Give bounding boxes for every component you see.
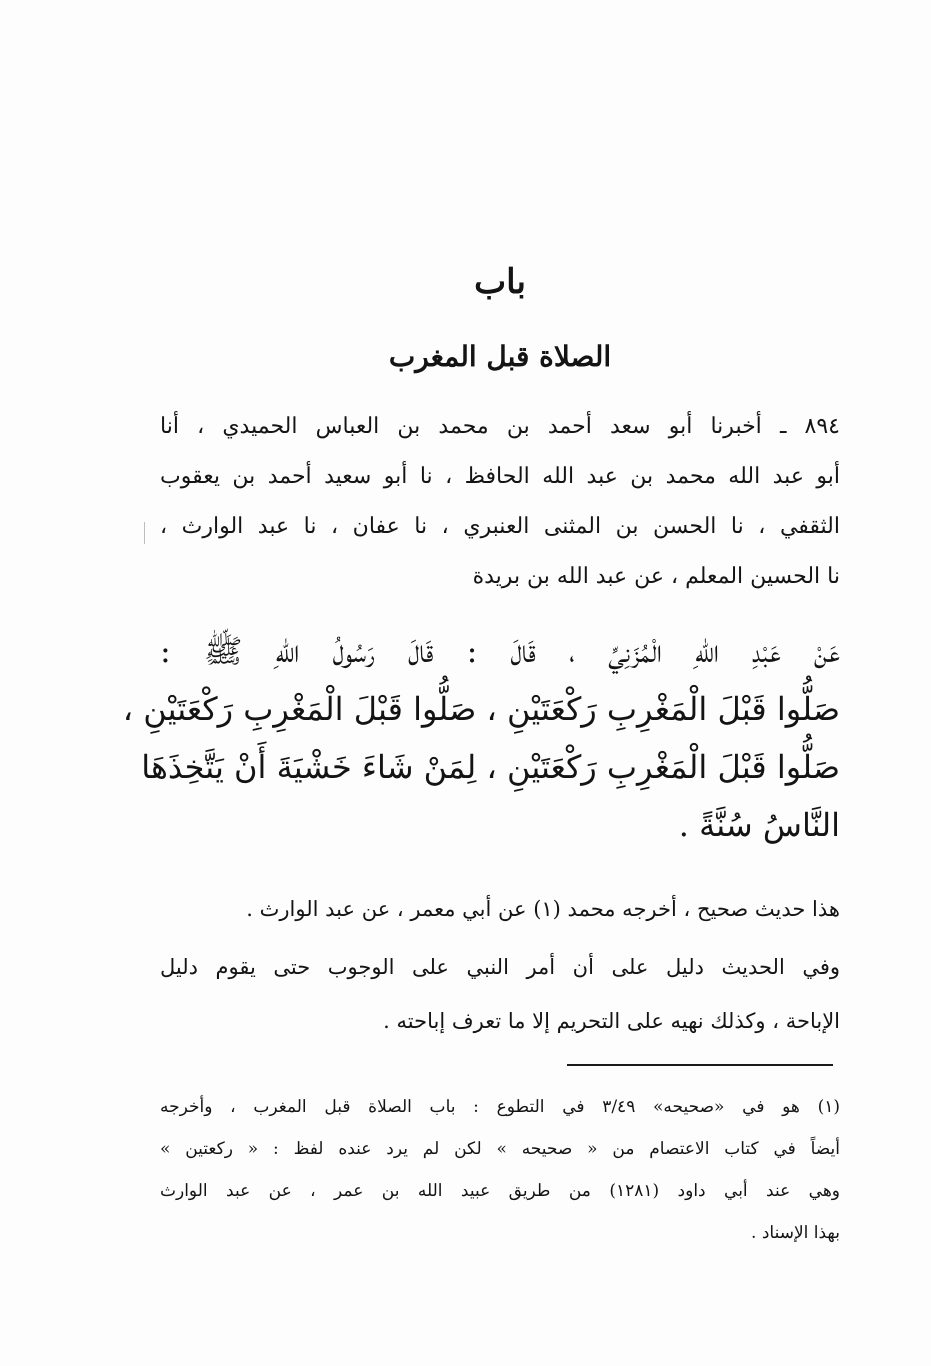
isnad-line: نا الحسين المعلم ، عن عبد الله بن بريدة xyxy=(472,564,840,589)
footnote-line: (١) هو في «صحيحه» ٣/٤٩ في التطوع : باب الصلاة قبل المغرب ، وأخرجه xyxy=(160,1097,841,1117)
footnote-separator xyxy=(567,1064,833,1066)
isnad-line: ٨٩٤ ـ أخبرنا أبو سعد أحمد بن محمد بن العباس الحميدي ، أنا xyxy=(160,414,840,439)
matn-line: عَنْ عَبْدِ اللهِ الْمُزَنِيِّ ، قَالَ : قَالَ رَسُولُ اللهِ ﷺ : xyxy=(160,632,840,670)
commentary-paragraph-1: هذا حديث صحيح ، أخرجه محمد (١) عن أبي معمر ، عن عبد الوارث . xyxy=(246,897,840,921)
commentary xyxy=(160,882,840,1048)
commentary-line: الإباحة ، وكذلك نهيه على التحريم إلا ما تعرف إباحته . xyxy=(383,1009,840,1033)
chapter-heading: باب xyxy=(474,262,526,302)
matn-line: صَلُّوا قَبْلَ الْمَغْرِبِ رَكْعَتَيْنِ ، صَلُّوا قَبْلَ الْمَغْرِبِ رَكْعَتَيْنِ ، xyxy=(122,690,840,728)
hadith-isnad xyxy=(160,402,840,602)
footnote-line: وهي عند أبي داود (١٢٨١) من طريق عبيد الله بن عمر ، عن عبد الوارث xyxy=(160,1181,840,1201)
footnote-line: أيضاً في كتاب الاعتصام من « صحيحه » لكن لم يرد عنده لفظ : « ركعتين » xyxy=(160,1139,840,1159)
isnad-line: أبو عبد الله محمد بن عبد الله الحافظ ، نا أبو سعيد أحمد بن يعقوب xyxy=(160,464,840,489)
hadith-matn xyxy=(122,622,840,854)
footnote-line: بهذا الإسناد . xyxy=(751,1223,840,1243)
footnotes xyxy=(160,1086,840,1254)
matn-line: صَلُّوا قَبْلَ الْمَغْرِبِ رَكْعَتَيْنِ ، لِمَنْ شَاءَ خَشْيَةَ أَنْ يَتَّخِذَهَا xyxy=(141,748,840,786)
commentary-line: وفي الحديث دليل على أن أمر النبي على الوجوب حتى يقوم دليل xyxy=(160,955,840,979)
margin-mark xyxy=(144,522,145,544)
chapter-title: الصلاة قبل المغرب xyxy=(388,340,612,373)
matn-line: النَّاسُ سُنَّةً . xyxy=(678,806,840,844)
isnad-line: الثقفي ، نا الحسن بن المثنى العنبري ، نا عفان ، نا عبد الوارث ، xyxy=(160,514,840,539)
